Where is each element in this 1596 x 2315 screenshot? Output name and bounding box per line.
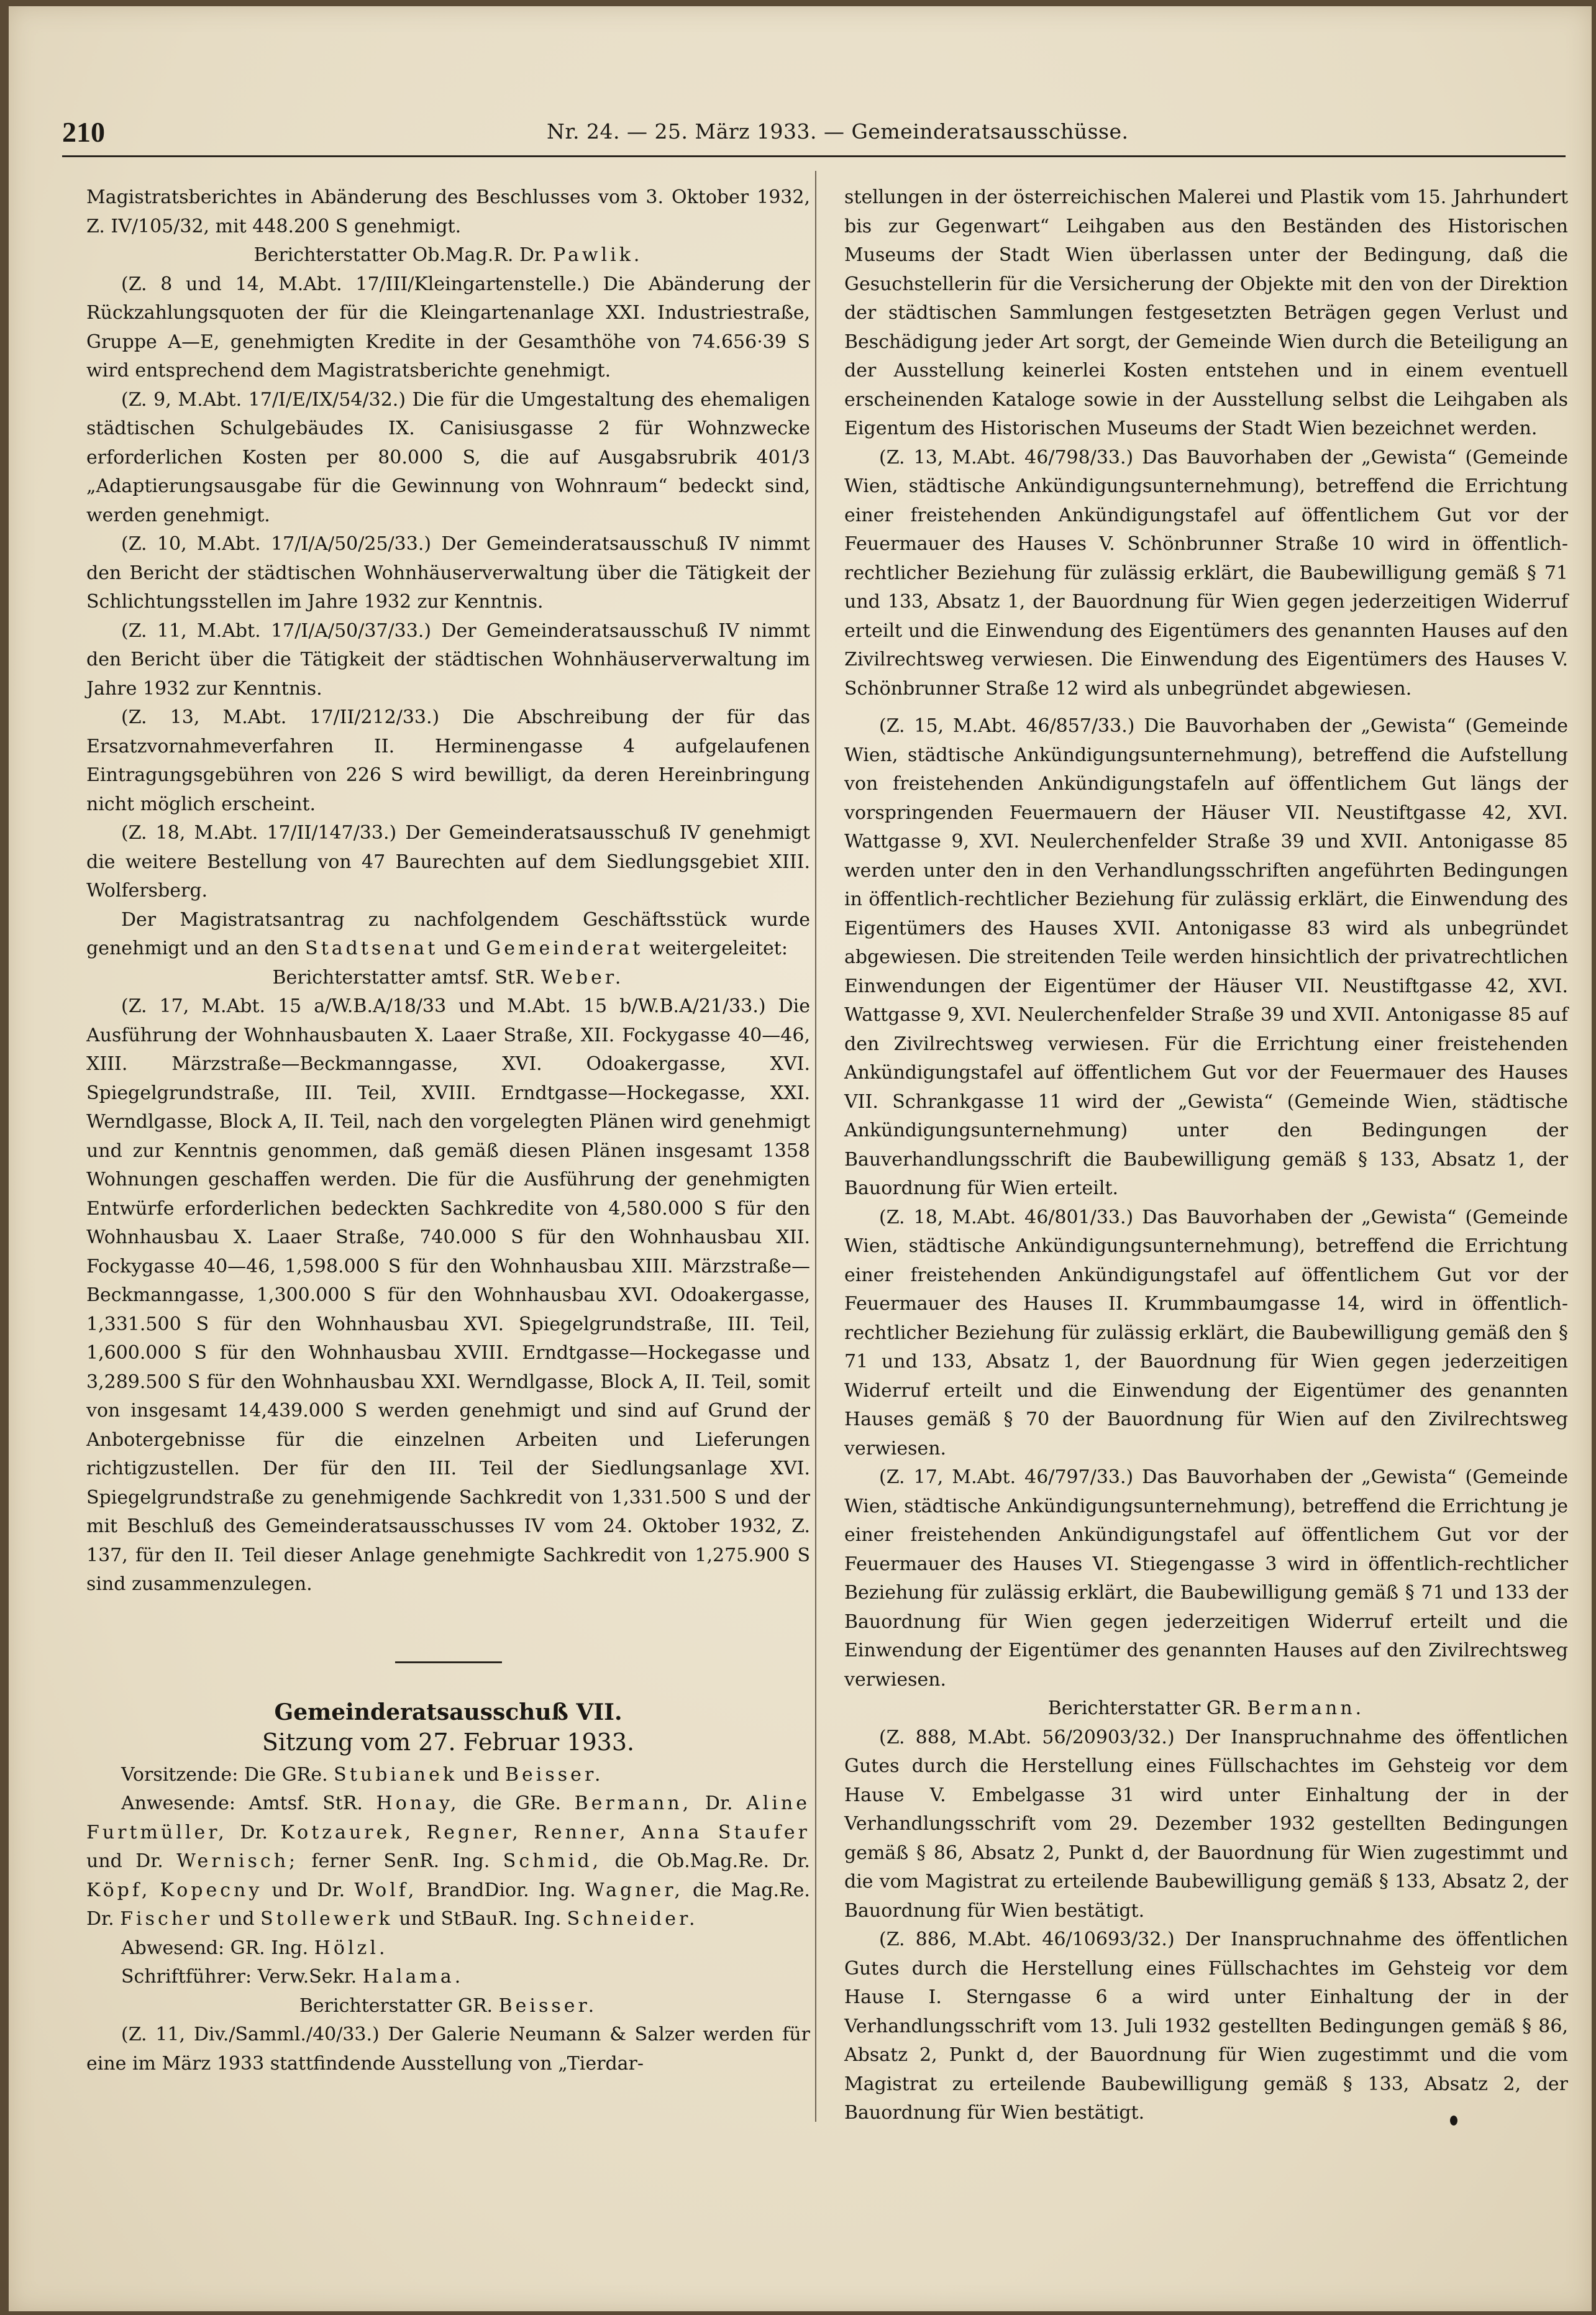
paragraph: (Z. 11, Div./Samml./40/33.) Der Galerie Neumann & Salzer werden für eine im März 1933 stattfindende Ausstellung von „Tierdar- xyxy=(86,2024,810,2075)
reporter-line: Berichterstatter amtsf. StR. Weber. xyxy=(272,966,624,989)
right-column xyxy=(844,183,1568,2128)
paragraph: (Z. 13, M.Abt. 46/798/33.) Das Bauvorhaben der „Gewista“ (Gemeinde Wien, städtische Ankündigungsunternehmung), betreffend die Errichtung einer freistehenden Ankündigungstafel auf öffentlichem Gut vor der Feuermauer des Hauses V. Schönbrunner Straße 10 wird in öffentlich-rechtlicher Beziehung für zulässig erklärt, die Baubewilligung gemäß § 71 und 133, Absatz 1, der Bauordnung für Wien gegen jederzeitigen Widerruf erteilt und die Einwendung des Eigentümers des genannten Hauses auf den Zivilrechtsweg verwiesen. Die Einwendung des Eigentümers des Hauses V. Schönbrunner Straße 12 wird als unbegründet abgewiesen. xyxy=(844,446,1568,700)
session-title: Sitzung vom 27. Februar 1933. xyxy=(262,1728,635,1756)
paragraph: Der Magistratsantrag zu nachfolgendem Geschäftsstück wurde genehmigt und an den Stadtsenat und Gemeinderat weitergeleitet: xyxy=(86,908,810,959)
paragraph: (Z. 10, M.Abt. 17/I/A/50/25/33.) Der Gemeinderatsausschuß IV nimmt den Bericht der städtischen Wohnhäuserverwaltung über die Tätigkeit der Schlichtungsstellen im Jahre 1932 zur Kenntnis. xyxy=(86,533,810,613)
left-column xyxy=(86,183,810,2078)
running-head: Nr. 24. — 25. März 1933. — Gemeinderatsausschüsse. xyxy=(547,119,1129,144)
paragraph: (Z. 886, M.Abt. 46/10693/32.) Der Inanspruchnahme des öffentlichen Gutes durch die Herstellung eines Füllschachtes im Gehsteig vor dem Hause I. Sterngasse 6 a wird unter Einhaltung der in der Verhandlungsschrift vom 13. Juli 1932 gestellten Bedingungen gemäß § 86, Absatz 2, Punkt d, der Bauordnung für Wien zugestimmt und die vom Magistrat zu erteilende Baubewilligung gemäß § 133, Absatz 2, der Bauordnung für Wien bestätigt. xyxy=(844,1929,1568,2124)
secretary-line: Schriftführer: Verw.Sekr. Halama. xyxy=(121,1966,464,1988)
section-title: Gemeinderatsausschuß VII. xyxy=(274,1699,622,1725)
paragraph: (Z. 9, M.Abt. 17/I/E/IX/54/32.) Die für die Umgestaltung des ehemaligen städtischen Schulgebäudes IX. Canisiusgasse 2 für Wohnzwecke erforderlichen Kosten per 80.000 S, die auf Ausgabsrubrik 401/3 „Adaptierungsausgabe für die Gewinnung von Wohnraum“ bedeckt sind, werden genehmigt. xyxy=(86,388,810,526)
page-header xyxy=(62,113,1566,150)
absent-line: Abwesend: GR. Ing. Hölzl. xyxy=(121,1937,388,1959)
paragraph: (Z. 18, M.Abt. 46/801/33.) Das Bauvorhaben der „Gewista“ (Gemeinde Wien, städtische Ankündigungsunternehmung), betreffend die Errichtung einer freistehenden Ankündigungstafel auf öffentlichem Gut vor der Feuermauer des Hauses II. Krummbaumgasse 14, wird in öffentlich-rechtlicher Beziehung für zulässig erklärt, die Baubewilligung gemäß den § 71 und 133, Absatz 1, der Bauordnung für Wien gegen jederzeitigen Widerruf erteilt und die Einwendung der Eigentümer des genannten Hauses gemäß § 70 der Bauordnung für Wien auf den Zivilrechtsweg verwiesen. xyxy=(844,1206,1568,1459)
chair-line: Vorsitzende: Die GRe. Stubianek und Beisser. xyxy=(121,1763,604,1786)
paragraph: (Z. 11, M.Abt. 17/I/A/50/37/33.) Der Gemeinderatsausschuß IV nimmt den Bericht über die Tätigkeit der städtischen Wohnhäuserverwaltung im Jahre 1932 zur Kenntnis. xyxy=(86,619,810,700)
spacer xyxy=(844,703,1568,712)
paragraph: stellungen in der österreichischen Malerei und Plastik vom 15. Jahrhundert bis zur Gegenwart“ Leihgaben aus den Beständen des Historischen Museums der Stadt Wien überlassen unter der Bedingung, daß die Gesuchstellerin für die Versicherung der Objekte mit den von der Direktion der städtischen Sammlungen festgesetzten Beträgen gegen Verlust und Beschädigung jeder Art sorgt, der Gemeinde Wien durch die Beteiligung an der Ausstellung keinerlei Kosten entstehen und in einem eventuell erscheinenden Kataloge sowie in der Ausstellung selbst die Leihgaben als Eigentum des Historischen Museums der Stadt Wien bezeichnet werden. xyxy=(844,186,1568,439)
reporter-name: Bermann. xyxy=(1247,1697,1365,1719)
paragraph: (Z. 17, M.Abt. 46/797/33.) Das Bauvorhaben der „Gewista“ (Gemeinde Wien, städtische Ankündigungsunternehmung), betreffend die Errichtung je einer freistehenden Ankündigungstafel auf öffentlichem Gut vor der Feuermauer des Hauses VI. Stiegengasse 3 wird in öffentlich-rechtlicher Beziehung für zulässig erklärt, die Baubewilligung gemäß § 71 und 133 der Bauordnung für Wien gegen jederzeitigen Widerruf erteilt und die Einwendung der Eigentümer des genannten Hauses auf den Zivilrechtsweg verwiesen. xyxy=(844,1466,1568,1691)
reporter-name: Beisser. xyxy=(498,1994,598,2017)
ink-blot xyxy=(1450,2116,1457,2126)
column-divider xyxy=(815,171,816,2122)
paragraph: Magistratsberichtes in Abänderung des Beschlusses vom 3. Oktober 1932, Z. IV/105/32, mit 448.200 S genehmigt. xyxy=(86,186,810,237)
paragraph: (Z. 888, M.Abt. 56/20903/32.) Der Inanspruchnahme des öffentlichen Gutes durch die Herstellung eines Füllschachtes im Gehsteig vor dem Hause V. Embelgasse 31 wird unter Einhaltung der in der Verhandlungsschrift vom 29. Dezember 1932 gestellten Bedingungen gemäß § 86, Absatz 2, Punkt d, der Bauordnung für Wien zugestimmt und die vom Magistrat zu erteilende Baubewilligung gemäß § 133, Absatz 2, der Bauordnung für Wien bestätigt. xyxy=(844,1726,1568,1922)
reporter-line: Berichterstatter Ob.Mag.R. Dr. Pawlik. xyxy=(253,244,643,266)
paragraph: (Z. 17, M.Abt. 15 a/W.B.A/18/33 und M.Abt. 15 b/W.B.A/21/33.) Die Ausführung der Wohnhausbauten X. Laaer Straße, XII. Fockygasse 40—46, XIII. Märzstraße—Beckmanngasse, XVI. Odoakergasse, XVI. Spiegelgrundstraße, III. Teil, XVIII. Erndtgasse—Hockegasse, XXI. Werndlgasse, Block A, II. Teil, nach den vorgelegten Plänen wird genehmigt und zur Kenntnis genommen, daß gemäß diesen Plänen insgesamt 1358 Wohnungen geschaffen werden. Die für die Ausführung der genehmigten Entwürfe erforderlichen bedeckten Sachkredite von 4,580.000 S für den Wohnhausbau X. Laaer Straße, 740.000 S für den Wohnhausbau XII. Fockygasse 40—46, 1,598.000 S für den Wohnhausbau XIII. Märzstraße—Beckmanngasse, 1,300.000 S für den Wohnhausbau XVI. Odoakergasse, 1,331.500 S für den Wohnhausbau XVI. Spiegelgrundstraße, III. Teil, 1,600.000 S für den Wohnhausbau XVIII. Erndtgasse—Hockegasse und 3,289.500 S für den Wohnhausbau XXI. Werndlgasse, Block A, II. Teil, somit von insgesamt 14,439.000 S werden genehmigt und sind auf Grund der Anbotergebnisse für die einzelnen Arbeiten und Lieferungen richtigzustellen. Der für den III. Teil der Siedlungsanlage XVI. Spiegelgrundstraße zu genehmigende Sachkredit von 1,331.500 S und der mit Beschluß des Gemeinderatsausschusses IV vom 24. Oktober 1932, Z. 137, für den II. Teil dieser Anlage genehmigte Sachkredit von 1,275.900 S sind zusammenzulegen. xyxy=(86,995,810,1595)
page-number: 210 xyxy=(62,116,105,148)
reporter-line: Berichterstatter GR. Bermann. xyxy=(1047,1697,1365,1719)
attendees-line: Anwesende: Amtsf. StR. Honay, die GRe. Bermann, Dr. Aline Furtmüller, Dr. Kotzaurek, Regner, Renner, Anna Staufer und Dr. Wernisch; ferner SenR. Ing. Schmid, die Ob.Mag.Re. Dr. Köpf, Kopecny und Dr. Wolf, BrandDior. Ing. Wagner, die Mag.Re. Dr. Fischer und Stollewerk und StBauR. Ing. Schneider. xyxy=(86,1792,810,1930)
reporter-line: Berichterstatter GR. Beisser. xyxy=(299,1994,598,2017)
paragraph: (Z. 15, M.Abt. 46/857/33.) Die Bauvorhaben der „Gewista“ (Gemeinde Wien, städtische Ankündigungsunternehmung), betreffend die Aufstellung von freistehenden Ankündigungstafeln auf öffentlichem Gut längs der vorspringenden Feuermauern der Häuser VII. Neustiftgasse 42, XVI. Wattgasse 9, XVI. Neulerchenfelder Straße 39 und XVII. Antonigasse 85 werden unter den in den Verhandlungsschriften angeführten Bedingungen in öffentlich-rechtlicher Beziehung für zulässig erklärt, die Einwendung des Eigentümers des Hauses XVII. Antonigasse 83 wird als unbegründet abgewiesen. Die streitenden Teile werden hinsichtlich der privatrechtlichen Einwendungen der Eigentümer der Häuser VII. Neustiftgasse 42, XVI. Wattgasse 9, XVI. Neulerchenfelder Straße 39 und XVII. Antonigasse 85 auf den Zivilrechtsweg verwiesen. Für die Errichtung einer freistehenden Ankündigungstafel auf öffentlichem Gut vor der Feuermauer des Hauses VII. Schrankgasse 11 wird der „Gewista“ (Gemeinde Wien, städtische Ankündigungsunternehmung) unter den Bedingungen der Bauverhandlungsschrift die Baubewilligung gemäß § 133, Absatz 1, der Bauordnung für Wien erteilt. xyxy=(844,715,1568,1199)
reporter-name: Pawlik. xyxy=(553,244,643,266)
section-separator xyxy=(395,1661,502,1663)
newspaper-page xyxy=(9,6,1592,2311)
paragraph: (Z. 8 und 14, M.Abt. 17/III/Kleingartenstelle.) Die Abänderung der Rückzahlungsquoten der für die Kleingartenanlage XXI. Industriestraße, Gruppe A—E, genehmigten Kredite in der Gesamthöhe von 74.656·39 S wird entsprechend dem Magistratsberichte genehmigt. xyxy=(86,273,810,381)
header-rule xyxy=(62,155,1566,157)
paragraph: (Z. 13, M.Abt. 17/II/212/33.) Die Abschreibung der für das Ersatzvornahmeverfahren II. Herminengasse 4 aufgelaufenen Eintragungsgebühren von 226 S wird bewilligt, da deren Hereinbringung nicht möglich erscheint. xyxy=(86,706,810,815)
paragraph: (Z. 18, M.Abt. 17/II/147/33.) Der Gemeinderatsausschuß IV genehmigt die weitere Bestellung von 47 Baurechten auf dem Siedlungsgebiet XIII. Wolfersberg. xyxy=(86,822,810,902)
reporter-name: Weber. xyxy=(540,966,624,989)
